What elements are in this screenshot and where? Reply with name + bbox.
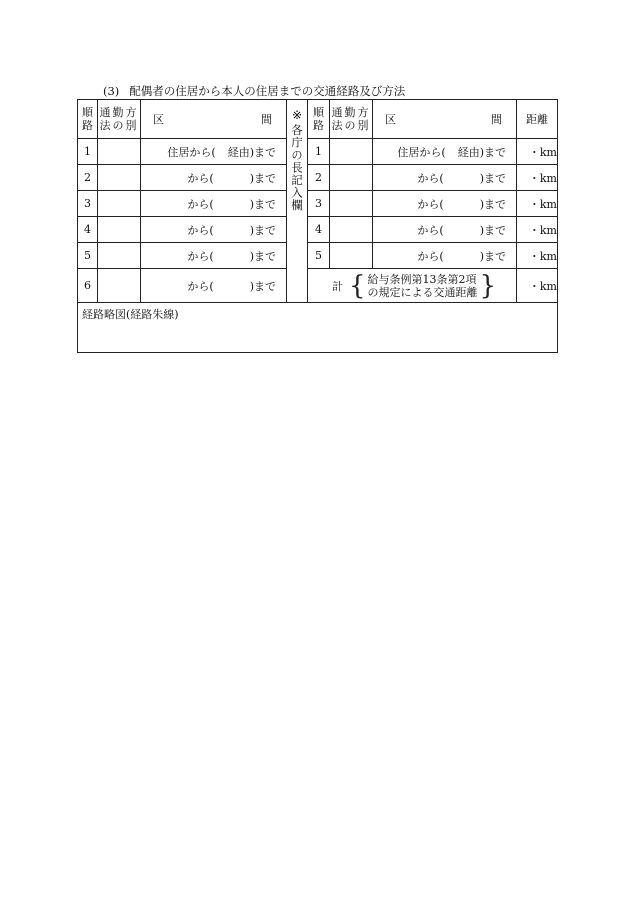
table-row: [78, 217, 558, 243]
route-map-row: [78, 303, 558, 353]
right-section-field[interactable]: から( )まで: [373, 243, 517, 269]
left-section-field[interactable]: から( )まで: [141, 191, 287, 217]
left-row-no: 5: [78, 243, 98, 269]
section-heading: [103, 83, 405, 99]
right-method-field[interactable]: [330, 139, 373, 165]
right-row-no: 5: [308, 243, 330, 269]
header-section: 区 間: [141, 100, 287, 139]
right-method-field[interactable]: [330, 217, 373, 243]
left-row-no: 4: [78, 217, 98, 243]
section-number: (3): [103, 84, 120, 98]
right-section-field[interactable]: から( )まで: [373, 191, 517, 217]
section-heading-text: 配偶者の住居から本人の住居までの交通経路及び方法: [129, 84, 406, 98]
header-method: 通勤方 法の別: [98, 100, 141, 139]
right-method-field[interactable]: [330, 165, 373, 191]
left-section-field[interactable]: から( )まで: [141, 243, 287, 269]
header-method-right: 通勤方 法の別: [330, 100, 373, 139]
right-method-field[interactable]: [330, 191, 373, 217]
left-method-field[interactable]: [98, 243, 141, 269]
distance-field[interactable]: ・km: [517, 139, 558, 165]
left-brace: {: [349, 270, 366, 301]
table-row: [78, 165, 558, 191]
table-row: [78, 269, 558, 303]
left-section-field[interactable]: から( )まで: [141, 217, 287, 243]
table-row: [78, 139, 558, 165]
left-method-field[interactable]: [98, 139, 141, 165]
header-section-right: 区 間: [373, 100, 517, 139]
table-row: [78, 191, 558, 217]
distance-field[interactable]: ・km: [517, 191, 558, 217]
distance-field[interactable]: ・km: [517, 165, 558, 191]
note-mark: ※: [291, 108, 303, 122]
right-section-field[interactable]: 住居から( 経由)まで: [373, 139, 517, 165]
total-distance-label: [308, 269, 517, 303]
right-row-no: 3: [308, 191, 330, 217]
note-text: 各庁の長記入欄: [290, 124, 304, 212]
header-row: [78, 100, 558, 139]
left-method-field[interactable]: [98, 191, 141, 217]
left-method-field[interactable]: [98, 269, 141, 303]
left-row-no: 3: [78, 191, 98, 217]
right-section-field[interactable]: から( )まで: [373, 217, 517, 243]
total-label: 計: [332, 279, 343, 293]
right-row-no: 1: [308, 139, 330, 165]
distance-field[interactable]: ・km: [517, 243, 558, 269]
left-row-no: 6: [78, 269, 98, 303]
header-distance: 距離: [517, 100, 558, 139]
total-description: 給与条例第13条第2項 の規定による交通距離: [367, 272, 478, 299]
left-method-field[interactable]: [98, 165, 141, 191]
left-row-no: 1: [78, 139, 98, 165]
right-section-field[interactable]: から( )まで: [373, 165, 517, 191]
right-row-no: 4: [308, 217, 330, 243]
right-row-no: 2: [308, 165, 330, 191]
route-map-label: 経路略図(経路朱線): [82, 308, 179, 321]
route-map-area[interactable]: [78, 303, 558, 353]
left-row-no: 2: [78, 165, 98, 191]
left-section-field[interactable]: から( )まで: [141, 165, 287, 191]
header-order: 順 路: [78, 100, 98, 139]
total-distance-field[interactable]: ・km: [517, 269, 558, 303]
right-method-field[interactable]: [330, 243, 373, 269]
right-brace: }: [479, 270, 497, 301]
left-section-field[interactable]: 住居から( 経由)まで: [141, 139, 287, 165]
left-section-field[interactable]: から( )まで: [141, 269, 287, 303]
office-note-column: [287, 100, 308, 303]
route-table: [77, 99, 558, 353]
left-method-field[interactable]: [98, 217, 141, 243]
header-order-right: 順 路: [308, 100, 330, 139]
table-row: [78, 243, 558, 269]
distance-field[interactable]: ・km: [517, 217, 558, 243]
